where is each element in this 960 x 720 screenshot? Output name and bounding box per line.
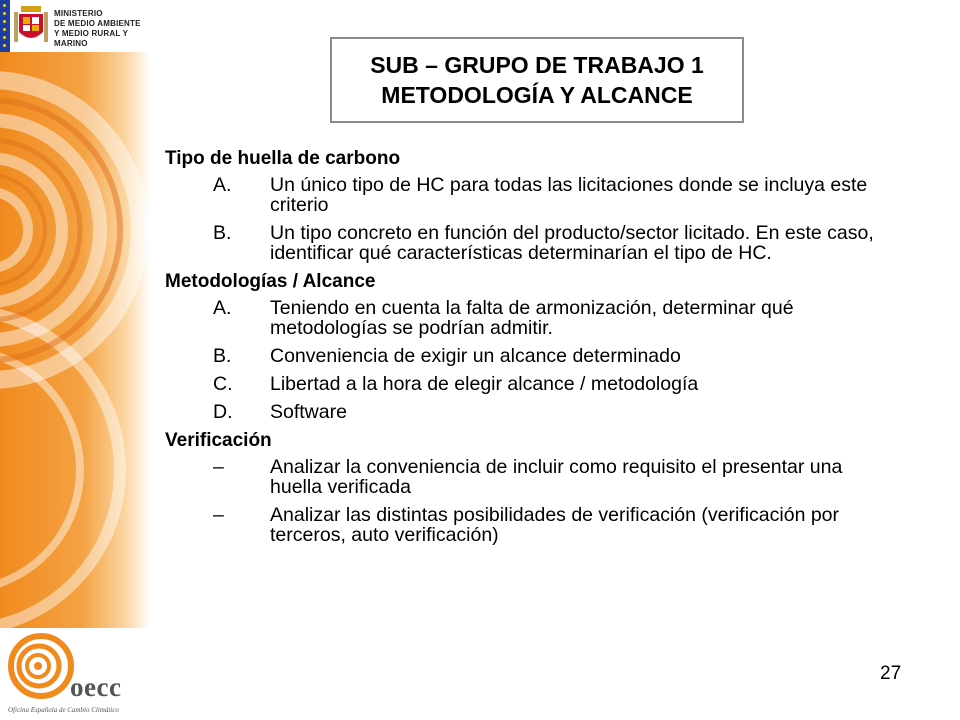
list-item-text: Teniendo en cuenta la falta de armonización, determinar qué metodologías se podrían admitir. (270, 297, 794, 339)
slide-title-line-2: METODOLOGÍA Y ALCANCE (381, 82, 693, 108)
slide-title-line-1: SUB – GRUPO DE TRABAJO 1 (370, 52, 704, 78)
oecc-logo (0, 628, 150, 720)
section-heading: Tipo de huella de carbono (165, 148, 401, 169)
section-heading: Verificación (165, 430, 272, 451)
list-item-text: Libertad a la hora de elegir alcance / metodología (270, 373, 699, 395)
list-item-text: Software (270, 401, 347, 423)
list-marker: – (213, 504, 224, 526)
oecc-subtitle: Oficina Española de Cambio Climático (8, 706, 119, 714)
list-item (165, 505, 905, 545)
list-item (165, 402, 905, 422)
orange-arcs-graphic (0, 0, 150, 720)
list-marker: D. (213, 401, 233, 423)
list-item (165, 374, 905, 394)
slide-title-box (330, 37, 744, 123)
list-item-text: Analizar las distintas posibilidades de verificación (verificación por terceros, auto verificación) (270, 504, 840, 546)
list-item (165, 298, 905, 338)
page-number: 27 (880, 663, 902, 684)
list-item-text: Conveniencia de exigir un alcance determinado (270, 345, 681, 367)
section-tipo-huella (165, 148, 905, 263)
slide-body (165, 148, 905, 553)
ministry-line-1: MINISTERIO (54, 9, 103, 18)
list-item-text: Un único tipo de HC para todas las licitaciones donde se incluya este criterio (270, 174, 868, 216)
ministry-logo (0, 0, 150, 52)
section-metodologias (165, 271, 905, 422)
ministry-line-2: DE MEDIO AMBIENTE (54, 19, 141, 28)
decorative-sidebar (0, 0, 150, 720)
spain-coat-of-arms-icon (13, 4, 49, 46)
oecc-wordmark: oecc (70, 672, 122, 702)
list-item (165, 223, 905, 263)
ministry-line-3: Y MEDIO RURAL Y MARINO (54, 29, 128, 48)
section-verificacion (165, 430, 905, 545)
list-marker: C. (213, 373, 233, 395)
eu-flag-strip (0, 0, 10, 52)
list-marker: B. (213, 222, 232, 244)
list-marker: A. (213, 174, 232, 196)
list-item-text: Un tipo concreto en función del producto/sector licitado. En este caso, identificar qué características determinarían el tipo de HC. (270, 222, 874, 264)
list-marker: A. (213, 297, 232, 319)
list-item (165, 175, 905, 215)
ministry-name (54, 9, 150, 49)
list-item (165, 346, 905, 366)
list-item-text: Analizar la conveniencia de incluir como requisito el presentar una huella verificada (270, 456, 843, 498)
list-marker: – (213, 456, 224, 478)
section-heading: Metodologías / Alcance (165, 271, 376, 292)
list-item (165, 457, 905, 497)
list-marker: B. (213, 345, 232, 367)
